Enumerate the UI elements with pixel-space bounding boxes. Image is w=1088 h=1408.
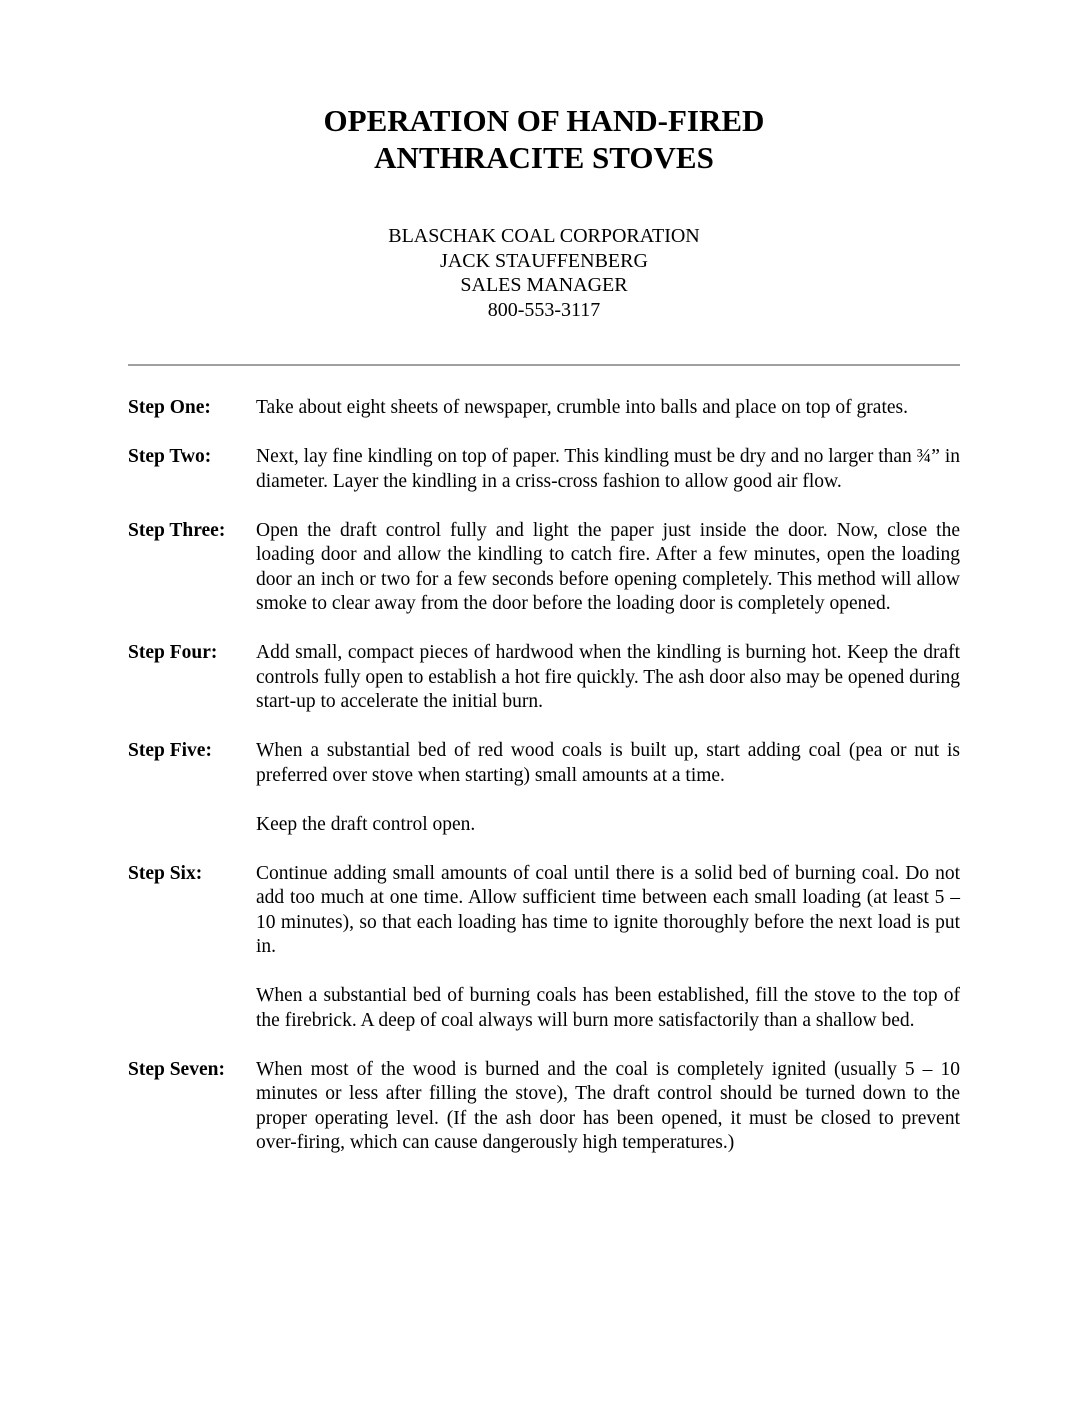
steps-list (128, 396, 960, 1180)
step-label: Step Three: (128, 519, 226, 541)
step-paragraph: Open the draft control fully and light the paper just inside the door. Now, close the loading door and allow the kindling to catch fire. After a few minutes, open the loading door an inch or two for a few seconds before opening completely. This method will allow smoke to clear away from the door before the loading door is completely opened. (256, 519, 960, 614)
step-body (256, 1058, 960, 1156)
contact-phone: 800-553-3117 (487, 298, 601, 321)
step-one (128, 396, 960, 421)
step-seven (128, 1058, 960, 1156)
step-paragraph: Keep the draft control open. (256, 813, 476, 835)
step-label: Step Five: (128, 740, 212, 761)
step-body (256, 519, 960, 617)
step-label: Step Six: (128, 862, 203, 884)
step-three (128, 519, 960, 617)
step-six (128, 862, 960, 1034)
document-title (0, 102, 1088, 176)
title-line-1: OPERATION OF HAND-FIRED (323, 103, 765, 138)
step-body (256, 862, 960, 1034)
step-paragraph: Take about eight sheets of newspaper, crumble into balls and place on top of grates. (256, 397, 908, 418)
horizontal-divider (128, 364, 960, 366)
step-label: Step Seven: (128, 1058, 225, 1080)
step-label: Step Four: (128, 642, 218, 663)
step-paragraph: When a substantial bed of red wood coals is built up, start adding coal (pea or nut is preferred over stove when starting) small amounts at a time. (256, 740, 960, 786)
step-two (128, 445, 960, 494)
company-name: BLASCHAK COAL CORPORATION (388, 225, 700, 247)
step-paragraph: Next, lay fine kindling on top of paper. This kindling must be dry and no larger than ¾” in diameter. Layer the kindling in a criss-cross fashion to allow good air flow. (256, 446, 960, 492)
step-paragraph: Add small, compact pieces of hardwood when the kindling is burning hot. Keep the draft controls fully open to establish a hot fire quickly. The ash door also may be opened during start-up to accelerate the initial burn. (256, 642, 961, 712)
step-paragraph: Continue adding small amounts of coal until there is a solid bed of burning coal. Do not add too much at one time. Allow sufficient time between each small loading (at least 5 – 10 minutes), so that each loading has time to ignite thoroughly before the next load is put in. (256, 862, 960, 957)
contact-name: JACK STAUFFENBERG (440, 249, 648, 272)
step-five (128, 739, 960, 837)
step-body (256, 396, 960, 421)
step-four (128, 641, 960, 715)
author-block (0, 224, 1088, 322)
step-body (256, 641, 960, 715)
title-line-2: ANTHRACITE STOVES (374, 140, 714, 175)
step-label: Step Two: (128, 446, 212, 467)
step-paragraph: When most of the wood is burned and the coal is completely ignited (usually 5 – 10 minutes or less after filling the stove), The draft control should be turned down to the proper operating level. (If the ash door has been opened, it must be closed to prevent over-firing, which can cause dangerously high temperatures.) (256, 1058, 960, 1153)
step-body (256, 445, 960, 494)
contact-role: SALES MANAGER (460, 274, 628, 296)
step-label: Step One: (128, 397, 211, 418)
step-paragraph: When a substantial bed of burning coals has been established, fill the stove to the top of the firebrick. A deep of coal always will burn more satisfactorily than a shallow bed. (256, 985, 960, 1031)
step-body (256, 739, 960, 837)
